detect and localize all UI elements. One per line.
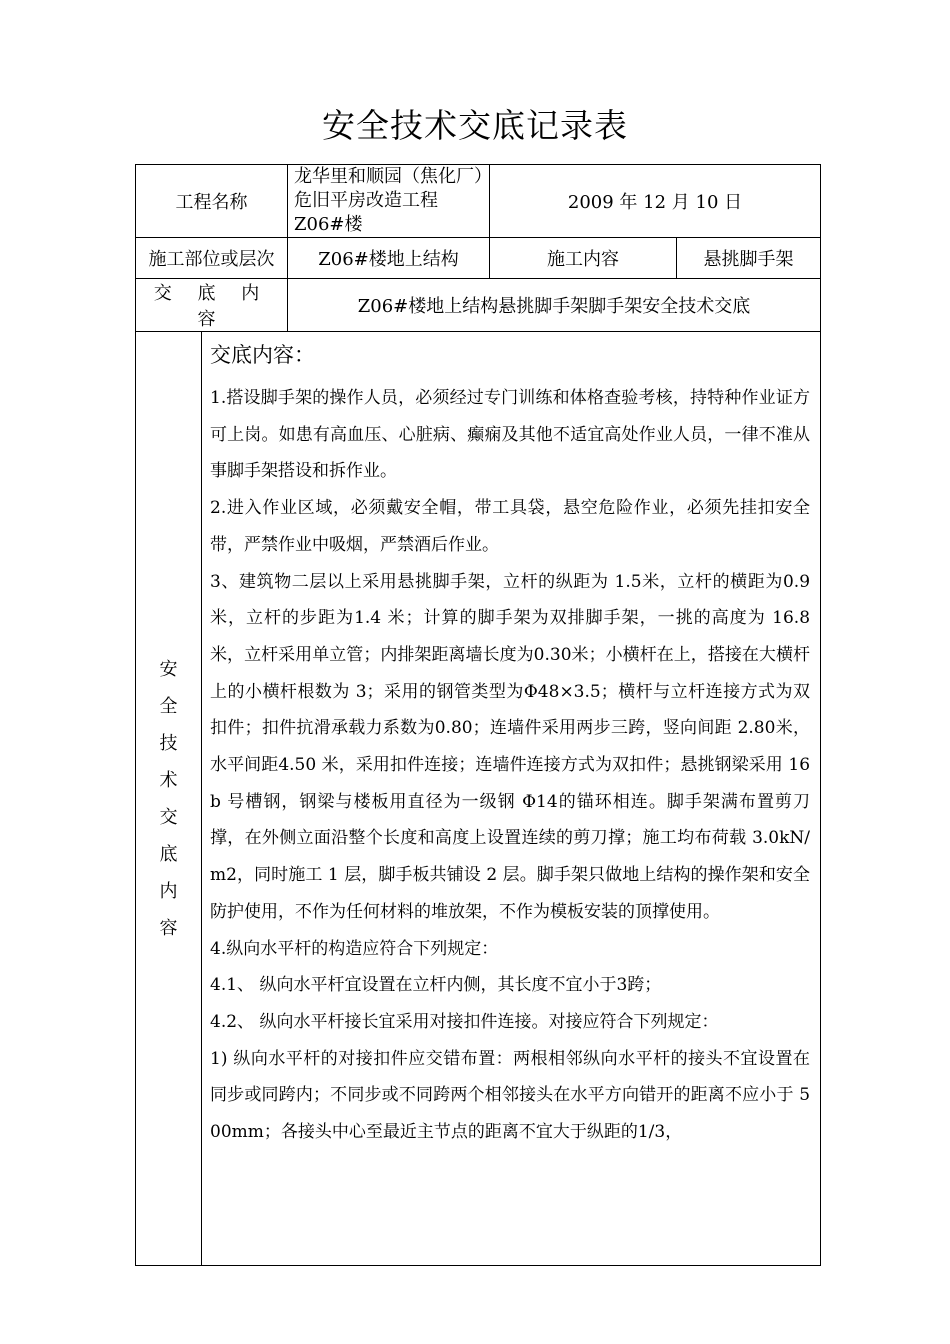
page-title: 安全技术交底记录表 [322, 106, 628, 145]
location-row [136, 238, 821, 279]
content-paragraph: 1) 纵向水平杆的对接扣件应交错布置：两根相邻纵向水平杆的接头不宜设置在同步或同跨内；不同步或不同跨两个相邻接头在水平方向错开的距离不应小于 500mm；各接头中心至最近主节点的距离不宜大于纵距的1/3， [210, 1048, 811, 1143]
project-name-value: 龙华里和顺园（焦化厂）危旧平房改造工程Z06#楼 [288, 165, 490, 238]
work-content-value: 悬挑脚手架 [677, 238, 821, 279]
content-paragraph: 4.2、 纵向水平杆接长宜采用对接扣件连接。对接应符合下列规定： [210, 1011, 719, 1032]
briefing-body-row [136, 332, 821, 1266]
side-label [136, 332, 202, 1266]
side-label-char: 底 [159, 843, 178, 865]
content-heading: 交底内容： [210, 343, 315, 367]
project-name-label: 工程名称 [136, 165, 288, 238]
side-label-char: 内 [159, 880, 178, 902]
content-paragraph: 4.纵向水平杆的构造应符合下列规定： [210, 938, 499, 959]
content-paragraph: 1.搭设脚手架的操作人员，必须经过专门训练和体格查验考核，持特种作业证方可上岗。如患有高血压、心脏病、癫痫及其他不适宜高处作业人员，一律不准从事脚手架搭设和拆作业。 [210, 388, 811, 482]
work-content-label: 施工内容 [490, 238, 677, 279]
safety-briefing-table [135, 164, 821, 1266]
side-label-char: 技 [159, 732, 178, 754]
project-row [136, 165, 821, 238]
content-paragraph: 3、建筑物二层以上采用悬挑脚手架，立杆的纵距为 1.5米，立杆的横距为0.9米，立杆的步距为1.4 米；计算的脚手架为双排脚手架，一挑的高度为 16.8 米，立杆采用单立管；内排架距离墙长度为0.30米；小横杆在上，搭接在大横杆上的小横杆根数为 3；采用的钢管类型为Φ48×3.5；横杆与立杆连接方式为双扣件；扣件抗滑承载力系数为0.80；连墙件采用两步三跨，竖向间距 2.80米，水平间距4.50 米，采用扣件连接；连墙件连接方式为双扣件；悬挑钢梁采用 16b 号槽钢，钢梁与楼板用直径为一级钢 Φ14的锚环相连。脚手架满布置剪刀撑，在外侧立面沿整个长度和高度上设置连续的剪刀撑；施工均布荷载 3.0kN/m2，同时施工 1 层，脚手板共铺设 2 层。脚手架只做地上结构的操作架和安全防护使用，不作为任何材料的堆放架，不作为模板安装的顶撑使用。 [210, 571, 811, 922]
briefing-date: 2009 年 12 月 10 日 [490, 165, 821, 238]
location-label: 施工部位或层次 [136, 238, 288, 279]
briefing-subject-value: Z06#楼地上结构悬挑脚手架脚手架安全技术交底 [288, 279, 821, 332]
side-label-char: 交 [159, 806, 178, 828]
side-label-char: 全 [159, 695, 178, 717]
content-paragraph: 4.1、 纵向水平杆宜设置在立杆内侧，其长度不宜小于3跨； [210, 975, 662, 996]
briefing-subject-label: 交 底 内 容 [136, 279, 288, 332]
location-value: Z06#楼地上结构 [288, 238, 490, 279]
briefing-content [202, 332, 821, 1266]
side-label-char: 术 [159, 769, 178, 791]
briefing-subject-row [136, 279, 821, 332]
side-label-char: 安 [159, 658, 178, 680]
side-label-char: 容 [159, 917, 178, 939]
content-paragraph: 2.进入作业区域，必须戴安全帽，带工具袋，悬空危险作业，必须先挂扣安全带，严禁作业中吸烟，严禁酒后作业。 [210, 498, 811, 555]
